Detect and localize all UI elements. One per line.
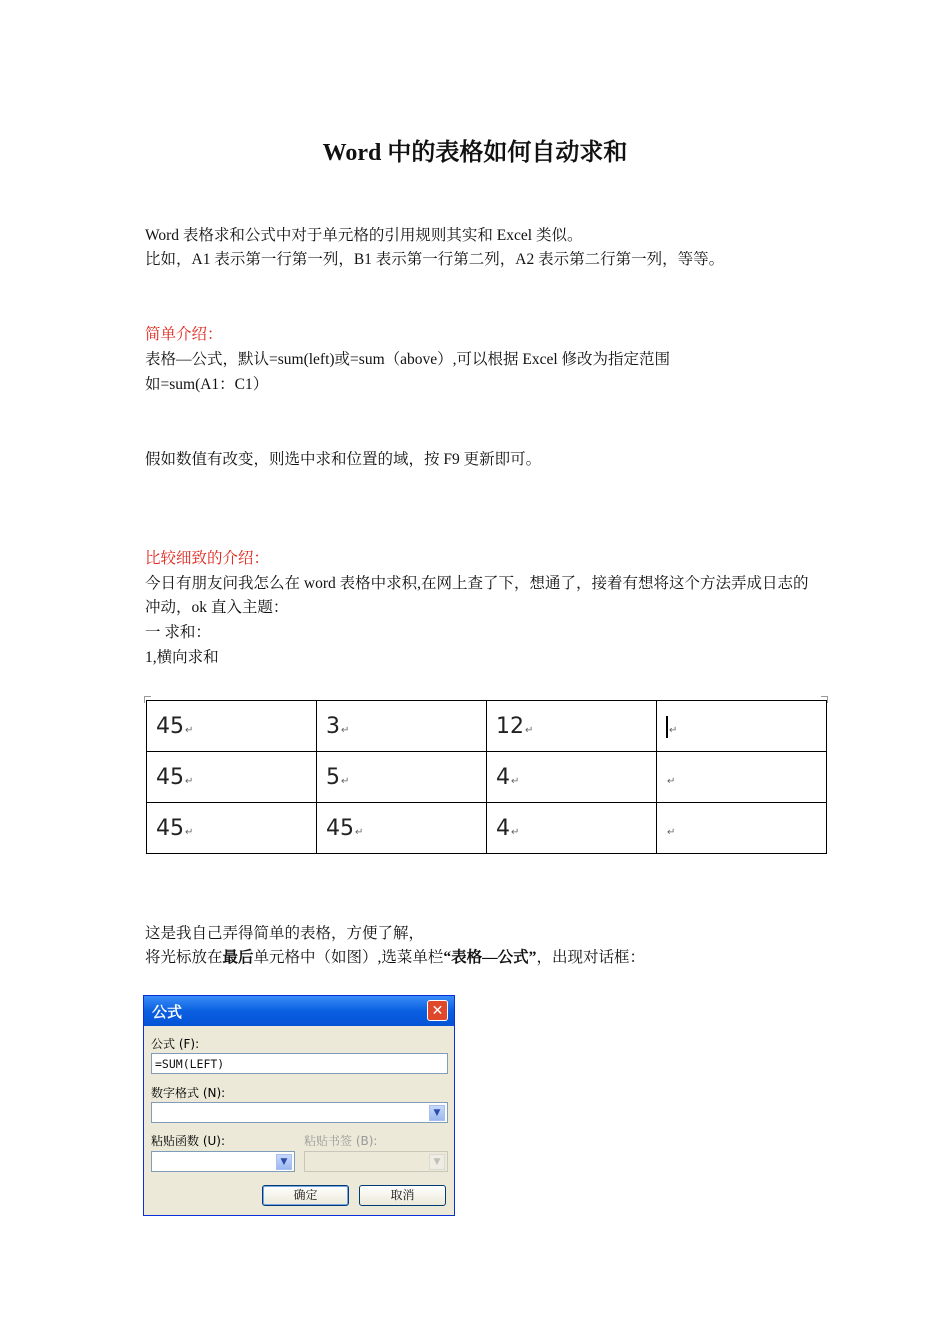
paragraph-story: 今日有朋友问我怎么在 word 表格中求积,在网上查了下，想通了，接着有想将这个方法弄成日志的冲动，ok 直入主题： bbox=[145, 575, 809, 616]
table-cell[interactable]: 12↵ bbox=[487, 701, 657, 752]
text-cursor bbox=[666, 716, 668, 738]
dialog-title: 公式 bbox=[152, 1003, 183, 1021]
formula-input[interactable] bbox=[151, 1053, 448, 1074]
paragraph-update: 假如数值有改变，则选中求和位置的域，按 F9 更新即可。 bbox=[145, 451, 542, 468]
paragraph-example: 比如，A1 表示第一行第一列，B1 表示第一行第二列，A2 表示第二行第一列，等等。 bbox=[145, 251, 725, 268]
ok-button[interactable]: 确定 bbox=[262, 1185, 349, 1206]
paragraph-intro: Word 表格求和公式中对于单元格的引用规则其实和 Excel 类似。 bbox=[145, 227, 583, 244]
table-row bbox=[147, 752, 827, 803]
heading-simple-intro: 简单介绍： bbox=[145, 326, 223, 343]
paste-function-select[interactable] bbox=[151, 1151, 295, 1172]
table-cell[interactable]: 5↵ bbox=[317, 752, 487, 803]
number-format-select[interactable] bbox=[151, 1102, 448, 1123]
table-cell-target[interactable]: ↵ bbox=[657, 701, 827, 752]
paragraph-horizontal-sum: 1,横向求和 bbox=[145, 649, 219, 666]
dialog-titlebar[interactable] bbox=[144, 996, 454, 1026]
formula-input-value: =SUM(LEFT) bbox=[155, 1057, 225, 1071]
chevron-down-icon: ▼ bbox=[429, 1154, 445, 1170]
paste-function-label: 粘贴函数 (U): bbox=[151, 1134, 226, 1148]
paste-bookmark-select bbox=[304, 1151, 448, 1172]
paste-bookmark-label: 粘贴书签 (B): bbox=[304, 1134, 378, 1148]
paragraph-instruction: 将光标放在最后单元格中（如图）,选菜单栏“表格—公式”，出现对话框： bbox=[145, 949, 645, 966]
table-cell[interactable]: 45↵ bbox=[147, 803, 317, 854]
sample-table bbox=[146, 700, 827, 854]
table-cell[interactable]: 4↵ bbox=[487, 803, 657, 854]
close-icon[interactable]: ✕ bbox=[427, 1000, 448, 1021]
table-row bbox=[147, 701, 827, 752]
table-cell[interactable]: 45↵ bbox=[147, 701, 317, 752]
paragraph-sum-heading: 一 求和： bbox=[145, 624, 211, 641]
table-row bbox=[147, 803, 827, 854]
table-cell[interactable]: 45↵ bbox=[317, 803, 487, 854]
cancel-button[interactable]: 取消 bbox=[359, 1185, 446, 1206]
table-cell[interactable]: 45↵ bbox=[147, 752, 317, 803]
heading-detailed-intro: 比较细致的介绍： bbox=[145, 550, 270, 567]
paragraph-table-note: 这是我自己弄得简单的表格，方便了解， bbox=[145, 925, 425, 942]
paragraph-formula: 表格—公式，默认=sum(left)或=sum（above）,可以根据 Excel 修改为指定范围 bbox=[145, 351, 671, 368]
chevron-down-icon[interactable]: ▼ bbox=[429, 1105, 445, 1121]
formula-label: 公式 (F): bbox=[151, 1037, 200, 1051]
table-cell[interactable]: ↵ bbox=[657, 752, 827, 803]
table-cell[interactable]: 3↵ bbox=[317, 701, 487, 752]
table-cell[interactable]: ↵ bbox=[657, 803, 827, 854]
chevron-down-icon[interactable]: ▼ bbox=[276, 1154, 292, 1170]
formula-dialog bbox=[143, 995, 455, 1216]
paragraph-formula-example: 如=sum(A1：C1） bbox=[145, 376, 269, 393]
document-title: Word 中的表格如何自动求和 bbox=[322, 140, 628, 166]
number-format-label: 数字格式 (N): bbox=[151, 1086, 226, 1100]
table-cell[interactable]: 4↵ bbox=[487, 752, 657, 803]
